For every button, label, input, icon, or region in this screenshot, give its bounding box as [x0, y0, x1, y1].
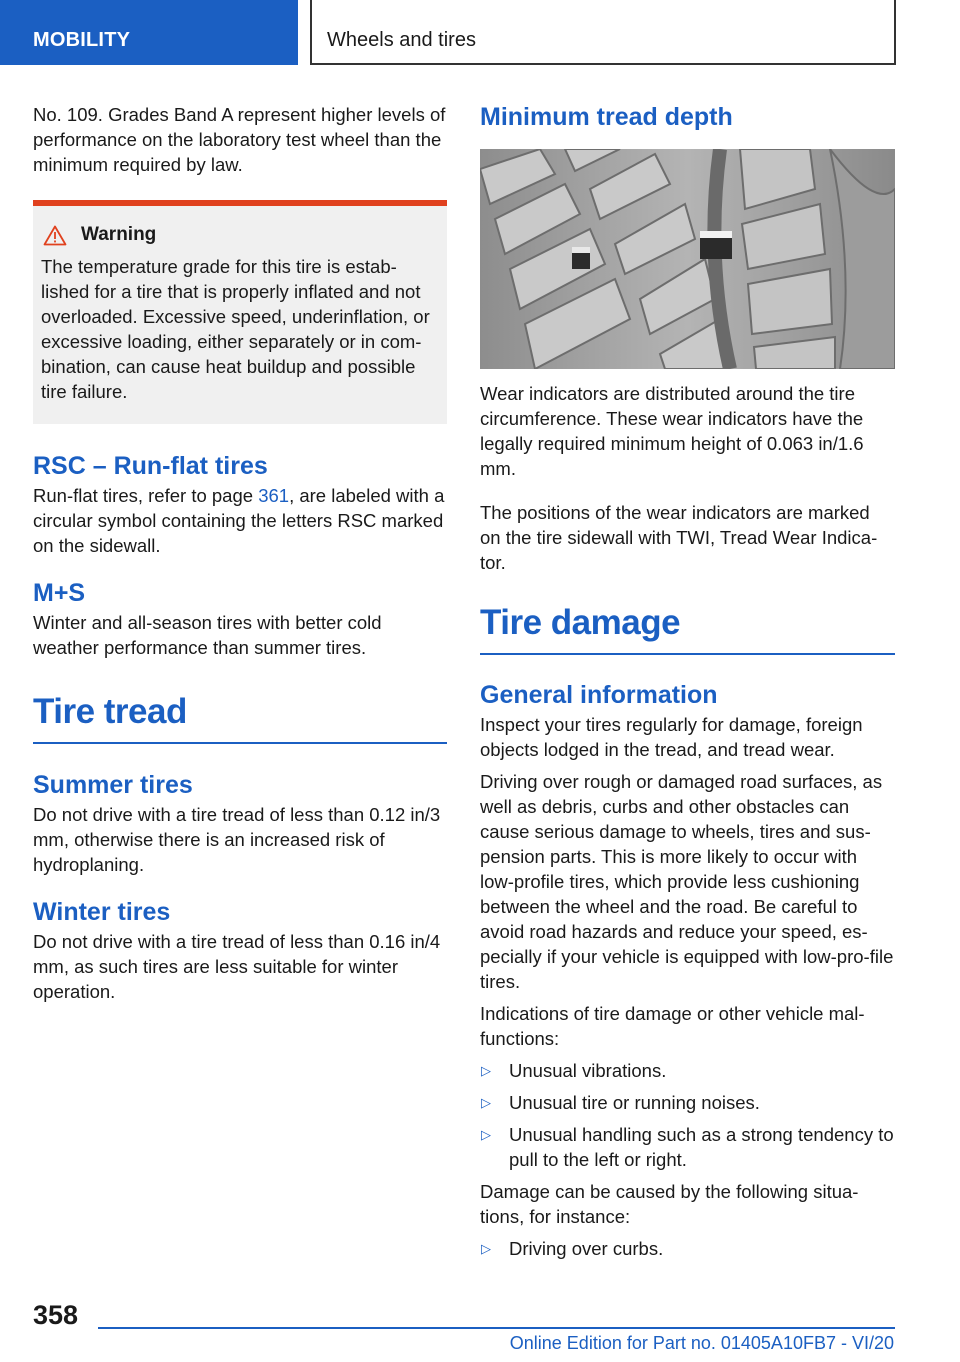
list-item	[480, 1058, 895, 1083]
rsc-heading: RSC – Run-flat tires	[33, 452, 268, 480]
intro-paragraph: No. 109. Grades Band A represent higher levels of performance on the laboratory test wheel than the minimum required by law.	[33, 104, 446, 175]
warning-heading	[41, 224, 439, 246]
rsc-paragraph	[33, 483, 447, 558]
causes-list	[480, 1236, 895, 1261]
summer-paragraph: Do not drive with a tire tread of less than 0.12 in/3 mm, otherwise there is an increased risk of hydroplaning.	[33, 804, 441, 875]
tire-tread-image	[480, 149, 895, 369]
tire-damage-title: Tire damage	[480, 603, 895, 655]
triangle-right-icon: ▷	[481, 1095, 491, 1110]
edition-footer: Online Edition for Part no. 01405A10FB7 - VI/20	[509, 1333, 894, 1353]
triangle-right-icon: ▷	[481, 1241, 491, 1256]
chapter-title: Wheels and tires	[327, 29, 476, 51]
warning-triangle-icon	[43, 225, 67, 246]
section-title: MOBILITY	[33, 29, 131, 51]
min-depth-heading: Minimum tread depth	[480, 103, 733, 131]
list-item-text: Unusual tire or running noises.	[509, 1092, 760, 1113]
warning-text: The temperature grade for this tire is estab‐lished for a tire that is properly inflated and not overloaded. Excessive speed, underinflation, or excessive loading, either separately or in com‐bination, can cause heat buildup and possible tire failure.	[41, 256, 430, 402]
general-p3: Indications of tire damage or other vehicle mal‐functions:	[480, 1003, 865, 1049]
chapter-tab	[310, 0, 896, 65]
summer-heading: Summer tires	[33, 771, 193, 799]
list-item	[480, 1122, 895, 1172]
min-depth-p1: Wear indicators are distributed around the tire circumference. These wear indicators have the legally required minimum height of 0.063 in/1.6 mm.	[480, 383, 864, 479]
triangle-right-icon: ▷	[481, 1127, 491, 1142]
ms-paragraph: Winter and all-season tires with better cold weather performance than summer tires.	[33, 612, 382, 658]
general-heading: General information	[480, 681, 718, 709]
section-tab	[0, 0, 298, 65]
right-column	[480, 102, 895, 1261]
warning-box	[33, 200, 447, 424]
list-item	[480, 1090, 895, 1115]
left-column	[33, 102, 447, 1004]
general-p4: Damage can be caused by the following situa‐tions, for instance:	[480, 1181, 859, 1227]
ms-heading: M+S	[33, 579, 86, 607]
page-number: 358	[33, 1300, 79, 1330]
general-p1: Inspect your tires regularly for damage, foreign objects lodged in the tread, and tread wear.	[480, 714, 863, 760]
page-link[interactable]: 361	[258, 485, 290, 506]
winter-paragraph: Do not drive with a tire tread of less than 0.16 in/4 mm, as such tires are less suitable for winter operation.	[33, 931, 441, 1002]
general-p2: Driving over rough or damaged road surfaces, as well as debris, curbs and other obstacles can cause serious damage to wheels, tires and sus‐pension parts. This is more likely to occur with low-profile tires, which provide less cushioning between the wheel and the road. Be careful to avoid road hazards and reduce your speed, es‐pecially if your vehicle is equipped with low-pro‐file tires.	[480, 771, 894, 992]
list-item-text: Unusual handling such as a strong tendency to pull to the left or right.	[509, 1124, 894, 1170]
list-item-text: Driving over curbs.	[509, 1238, 664, 1259]
symptoms-list	[480, 1058, 895, 1172]
rsc-text-before: Run-flat tires, refer to page	[33, 485, 259, 506]
list-item	[480, 1236, 895, 1261]
tire-tread-title: Tire tread	[33, 692, 447, 744]
list-item-text: Unusual vibrations.	[509, 1060, 667, 1081]
warning-title: Warning	[81, 224, 157, 245]
footer-divider	[98, 1327, 895, 1329]
winter-heading: Winter tires	[33, 898, 171, 926]
triangle-right-icon: ▷	[481, 1063, 491, 1078]
tread-illustration	[480, 149, 895, 369]
min-depth-p2: The positions of the wear indicators are marked on the tire sidewall with TWI, Tread Wear Indica‐tor.	[480, 502, 878, 573]
rsc-text-after: , are labeled with a circular symbol containing the letters RSC marked on the sidewall.	[33, 485, 445, 556]
